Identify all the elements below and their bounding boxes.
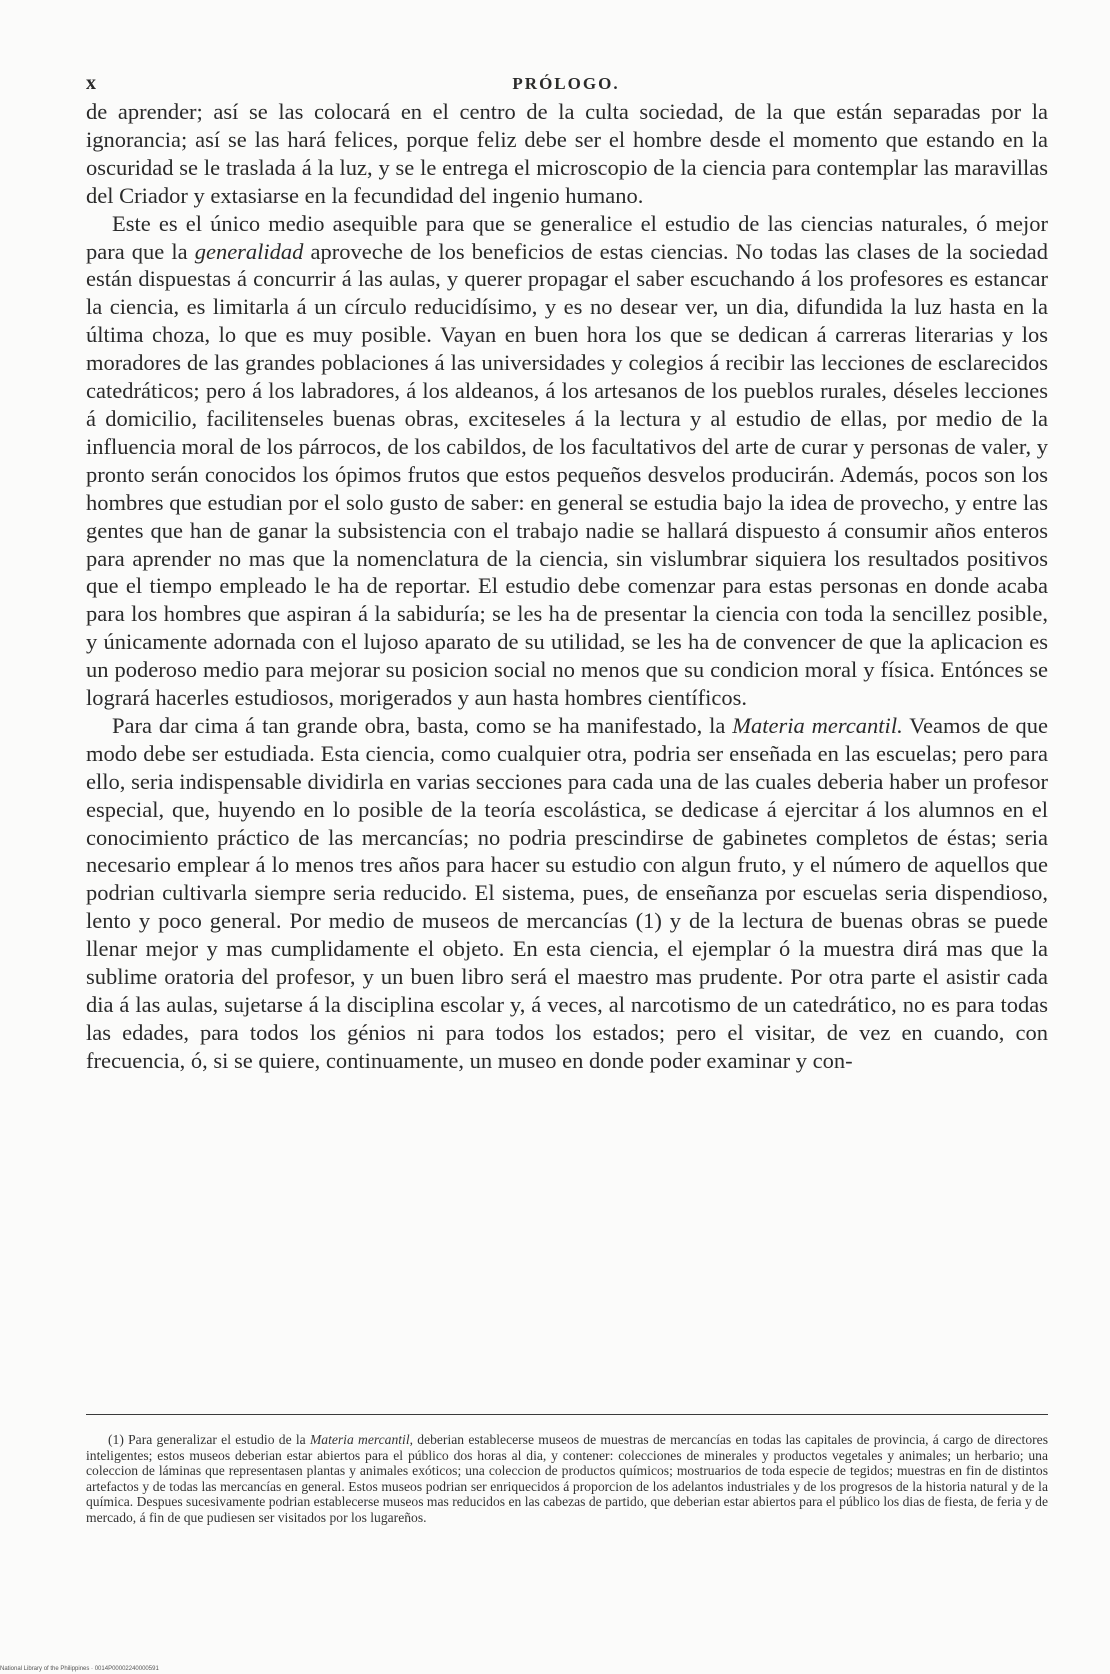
library-imprint: National Library of the Philippines · 0014P00002240000591 <box>0 1666 159 1672</box>
paragraph-2 <box>86 210 1048 712</box>
footnote <box>86 1432 1048 1526</box>
paragraph-2-italic: generalidad <box>194 238 304 264</box>
footnote-text-b: , deberian establecerse museos de muestras de mercancías en todas las capitales de provincia, á cargo de directores inteligentes; estos museos deberian estar abiertos para el público dos horas al dia, y contener: colecciones de minerales y productos vegetales y animales; un herbario; una coleccion de láminas que representasen plantas y animales exóticos; una coleccion de productos químicos; mostruarios de toda especie de tegidos; muestras en fin de distintos artefactos y de todas las mercancías en general. Estos museos podrian ser enriquecidos á proporcion de los adelantos industriales y de los progresos de la historia natural y de la química. Despues sucesivamente podrian establecerse museos mas reducidos en las cabezas de partido, que deberian estar abiertos para el público los dias de fiesta, de feria y de mercado, á fin de que pudiesen ser visitados por los lugareños. <box>86 1432 1048 1525</box>
paragraph-3 <box>86 712 1048 1075</box>
footnote-text-a: (1) Para generalizar el estudio de la <box>108 1432 310 1447</box>
page-number: x <box>86 72 97 94</box>
paragraph-3-text-b: Veamos de que modo debe ser estudiada. Esta ciencia, como cualquier otra, podria ser enseñada en las escuelas; pero para ello, seria indispensable dividirla en varias secciones para cada una de las cuales deberia haber un profesor especial, que, huyendo en lo posible de la teoría escolástica, se dedicase á ejercitar á los alumnos en el conocimiento práctico de las mercancías; no podria prescindirse de gabinetes completos de éstas; seria necesario emplear á lo menos tres años para hacer su estudio con algun fruto, y el número de aquellos que podrian cultivarla siempre seria reducido. El sistema, pues, de enseñanza por escuelas seria dispendioso, lento y poco general. Por medio de museos de mercancías (1) y de la lectura de buenas obras se puede llenar mejor y mas cumplidamente el objeto. En esta ciencia, el ejemplar ó la muestra dirá mas que la sublime oratoria del profesor, y un buen libro será el maestro mas prudente. Por otra parte el asistir cada dia á las aulas, sujetarse á la disciplina escolar y, á veces, al narcotismo de un catedrático, no es para todas las edades, para todos los génios ni para todos los estados; pero el visitar, de vez en cuando, con frecuencia, ó, si se quiere, continuamente, un museo en donde poder examinar y con- <box>86 712 1048 1073</box>
paragraph-2-text-a: Este es el único medio asequible para que se generalice el estudio de las ciencias naturales, ó mejor para que la <box>86 210 1048 264</box>
body-text <box>86 98 1048 1075</box>
footnote-italic: Materia mercantil <box>309 1432 410 1447</box>
running-head <box>86 72 1046 98</box>
running-title: PRÓLOGO. <box>512 74 620 93</box>
paragraph-1-text: de aprender; así se las colocará en el centro de la culta sociedad, de la que están separadas por la ignorancia; así se las hará felices, porque feliz debe ser el hombre desde el momento que estando en la oscuridad se le traslada á la luz, y se le entrega el microscopio de la ciencia para contemplar las maravillas del Criador y extasiarse en la fecundidad del ingenio humano. <box>86 99 1048 208</box>
paragraph-3-text-a: Para dar cima á tan grande obra, basta, como se ha manifestado, la <box>112 712 733 738</box>
paragraph-2-text-b: aproveche de los beneficios de estas ciencias. No todas las clases de la sociedad están dispuestas á concurrir á las aulas, y querer propagar el saber escuchando á los profesores es estancar la ciencia, es limitarla á un círculo reducidísimo, y es no desear ver, un dia, difundida la luz hasta en la última choza, lo que es muy posible. Vayan en buen hora los que se dedican á carreras literarias y los moradores de las grandes poblaciones á las universidades y colegios á recibir las lecciones de esclarecidos catedráticos; pero á los labradores, á los aldeanos, á los artesanos de los pueblos rurales, déseles lecciones á domicilio, facilitenseles buenas obras, exciteseles á la lectura y al estudio de ellas, por medio de la influencia moral de los párrocos, de los cabildos, de los facultativos del arte de curar y personas de valer, y pronto serán conocidos los ópimos frutos que estos pequeños desvelos producirán. Además, pocos son los hombres que estudian por el solo gusto de saber: en general se estudia bajo la idea de provecho, y entre las gentes que han de ganar la subsistencia con el trabajo nadie se hallará dispuesto á consumir años enteros para aprender no mas que la nomenclatura de la ciencia, sin vislumbrar siquiera los resultados positivos que el tiempo empleado le ha de reportar. El estudio debe comenzar para estas personas en donde acaba para los hombres que aspiran á la sabiduría; se les ha de presentar la ciencia con toda la sencillez posible, y únicamente adornada con el lujoso aparato de su utilidad, se les ha de convencer de que la aplicacion es un poderoso medio para mejorar su posicion social no menos que su condicion moral y física. Entónces se logrará hacerles estudiosos, morigerados y aun hasta hombres científicos. <box>86 238 1048 711</box>
footnote-rule <box>86 1414 1048 1415</box>
paragraph-1 <box>86 98 1048 210</box>
paragraph-3-italic: Materia mercantil. <box>732 712 903 738</box>
